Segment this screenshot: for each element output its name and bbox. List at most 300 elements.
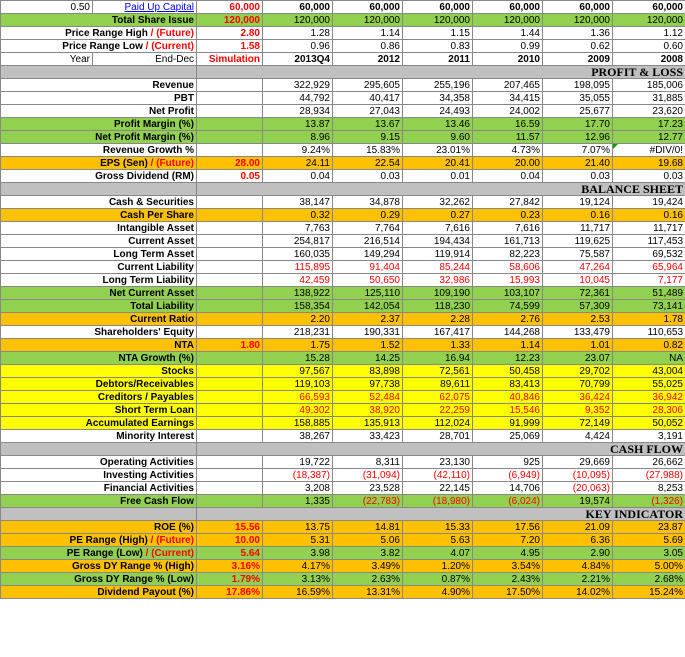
- simulation-value: [197, 352, 263, 365]
- value-cell: 20.41: [403, 157, 473, 170]
- value-cell: 0.83: [403, 40, 473, 53]
- value-cell: 10,045: [543, 274, 613, 287]
- value-cell: 11,717: [613, 222, 685, 235]
- value-cell: 65,964: [613, 261, 685, 274]
- value-cell: 5.06: [333, 534, 403, 547]
- simulation-value: [197, 287, 263, 300]
- value-cell: 8,253: [613, 482, 685, 495]
- bs-row: [1, 274, 685, 287]
- value-cell: 69,532: [613, 248, 685, 261]
- value-cell: 3,191: [613, 430, 685, 443]
- row-label-text: PE Range (Low): [66, 547, 146, 559]
- value-cell: (6,949): [473, 469, 543, 482]
- value-cell: 9.60: [403, 131, 473, 144]
- paid-up-year-value: 60,000: [473, 1, 543, 14]
- cell-a1: 0.50: [1, 1, 93, 14]
- row-label: Net Profit: [1, 105, 197, 118]
- value-cell: 24,002: [473, 105, 543, 118]
- row-label: Minority Interest: [1, 430, 197, 443]
- simulation-value: [197, 417, 263, 430]
- cf-row: [1, 495, 685, 508]
- year-column-header: 2012: [333, 53, 403, 66]
- value-cell: 194,434: [403, 235, 473, 248]
- balance-sheet-heading: BALANCE SHEET: [197, 183, 685, 196]
- value-cell: 24.11: [263, 157, 333, 170]
- end-dec-header: End-Dec: [93, 53, 197, 66]
- value-cell: 115,895: [263, 261, 333, 274]
- ki-row: [1, 560, 685, 573]
- value-cell: 72,149: [543, 417, 613, 430]
- value-cell: 138,922: [263, 287, 333, 300]
- value-cell: (31,094): [333, 469, 403, 482]
- value-cell: 4.17%: [263, 560, 333, 573]
- simulation-value: 1.79%: [197, 573, 263, 586]
- value-cell: 25,069: [473, 430, 543, 443]
- row-label: NTA: [1, 339, 197, 352]
- value-cell: 120,000: [543, 14, 613, 27]
- year-column-header: 2013Q4: [263, 53, 333, 66]
- value-cell: 2.20: [263, 313, 333, 326]
- simulation-value: 28.00: [197, 157, 263, 170]
- value-cell: 185,006: [613, 79, 685, 92]
- row-label: PBT: [1, 92, 197, 105]
- value-cell: 110,653: [613, 326, 685, 339]
- value-cell: 51,489: [613, 287, 685, 300]
- value-cell: 3.98: [263, 547, 333, 560]
- value-cell: 14.81: [333, 521, 403, 534]
- simulation-value: [197, 79, 263, 92]
- value-cell: 38,147: [263, 196, 333, 209]
- value-cell: (18,980): [403, 495, 473, 508]
- value-cell: 14,706: [473, 482, 543, 495]
- simulation-value: 1.58: [197, 40, 263, 53]
- value-cell: 4.90%: [403, 586, 473, 599]
- value-cell: 13.75: [263, 521, 333, 534]
- value-cell: 72,361: [543, 287, 613, 300]
- value-cell: 55,025: [613, 378, 685, 391]
- value-cell: 0.60: [613, 40, 685, 53]
- value-cell: 2.43%: [473, 573, 543, 586]
- ki-row: [1, 547, 685, 560]
- row-label: Profit Margin (%): [1, 118, 197, 131]
- value-cell: (27,988): [613, 469, 685, 482]
- value-cell: 38,920: [333, 404, 403, 417]
- value-cell: (18,387): [263, 469, 333, 482]
- value-cell: 15.83%: [333, 144, 403, 157]
- value-cell: 89,611: [403, 378, 473, 391]
- value-cell: 7,616: [473, 222, 543, 235]
- year-header: Year: [1, 53, 93, 66]
- value-cell: 34,878: [333, 196, 403, 209]
- value-cell: 32,986: [403, 274, 473, 287]
- simulation-value: 1.80: [197, 339, 263, 352]
- row-label-suffix: / (Future): [150, 534, 194, 546]
- value-cell: 255,196: [403, 79, 473, 92]
- row-label: Free Cash Flow: [1, 495, 197, 508]
- ki-row: [1, 534, 685, 547]
- value-cell: 12.96: [543, 131, 613, 144]
- value-cell: 74,599: [473, 300, 543, 313]
- row-label: Gross DY Range % (Low): [1, 573, 197, 586]
- rows_top-row: [1, 40, 685, 53]
- simulation-value: [197, 248, 263, 261]
- value-cell: 23,620: [613, 105, 685, 118]
- value-cell: 4,424: [543, 430, 613, 443]
- bs-row: [1, 196, 685, 209]
- value-cell: #DIV/0!: [613, 144, 685, 157]
- value-cell: 3.13%: [263, 573, 333, 586]
- year-column-header: 2011: [403, 53, 473, 66]
- value-cell: 97,567: [263, 365, 333, 378]
- value-cell: 8.96: [263, 131, 333, 144]
- row-label: Debtors/Receivables: [1, 378, 197, 391]
- value-cell: 0.16: [543, 209, 613, 222]
- simulation-value: [197, 235, 263, 248]
- value-cell: 16.94: [403, 352, 473, 365]
- value-cell: (42,110): [403, 469, 473, 482]
- section-spacer: [1, 508, 197, 521]
- simulation-value: 17.86%: [197, 586, 263, 599]
- year-header-row: [1, 53, 685, 66]
- value-cell: 3.49%: [333, 560, 403, 573]
- value-cell: 83,413: [473, 378, 543, 391]
- simulation-value: 3.16%: [197, 560, 263, 573]
- value-cell: 27,842: [473, 196, 543, 209]
- section-spacer: [1, 443, 197, 456]
- value-cell: 16.59%: [263, 586, 333, 599]
- value-cell: 119,103: [263, 378, 333, 391]
- value-cell: 8,311: [333, 456, 403, 469]
- paid-up-year-value: 60,000: [333, 1, 403, 14]
- value-cell: 119,914: [403, 248, 473, 261]
- value-cell: 15.33: [403, 521, 473, 534]
- bs-row: [1, 417, 685, 430]
- profit-loss-heading-row: [1, 66, 685, 79]
- value-cell: (10,095): [543, 469, 613, 482]
- value-cell: 15,546: [473, 404, 543, 417]
- simulation-value: [197, 391, 263, 404]
- row-label: [1, 534, 197, 547]
- value-cell: 73,141: [613, 300, 685, 313]
- simulation-value: 15.56: [197, 521, 263, 534]
- row-label: Short Term Loan: [1, 404, 197, 417]
- row-label: [1, 547, 197, 560]
- simulation-value: [197, 495, 263, 508]
- row-label: Total Share Issue: [1, 14, 197, 27]
- value-cell: 14.02%: [543, 586, 613, 599]
- row-label: [1, 27, 197, 40]
- row-label: NTA Growth (%): [1, 352, 197, 365]
- value-cell: 0.29: [333, 209, 403, 222]
- simulation-value: [197, 196, 263, 209]
- value-cell: 120,000: [473, 14, 543, 27]
- value-cell: 15.28: [263, 352, 333, 365]
- row-label: Current Liability: [1, 261, 197, 274]
- bs-row: [1, 430, 685, 443]
- row-label: Gross Dividend (RM): [1, 170, 197, 183]
- simulation-header: Simulation: [197, 53, 263, 66]
- simulation-value: [197, 365, 263, 378]
- value-cell: 23.07: [543, 352, 613, 365]
- bs-row: [1, 339, 685, 352]
- simulation-value: [197, 118, 263, 131]
- bs-row: [1, 248, 685, 261]
- value-cell: 16.59: [473, 118, 543, 131]
- value-cell: 117,453: [613, 235, 685, 248]
- paid-up-year-value: 60,000: [543, 1, 613, 14]
- value-cell: 120,000: [403, 14, 473, 27]
- value-cell: 144,268: [473, 326, 543, 339]
- row-label: Long Term Asset: [1, 248, 197, 261]
- bs-row: [1, 209, 685, 222]
- value-cell: 40,846: [473, 391, 543, 404]
- value-cell: 23,130: [403, 456, 473, 469]
- paid-up-row: [1, 1, 685, 14]
- value-cell: 1.20%: [403, 560, 473, 573]
- value-cell: 36,424: [543, 391, 613, 404]
- value-cell: 23,528: [333, 482, 403, 495]
- bs-row: [1, 365, 685, 378]
- value-cell: 34,358: [403, 92, 473, 105]
- value-cell: 207,465: [473, 79, 543, 92]
- value-cell: 0.04: [473, 170, 543, 183]
- simulation-value: [197, 105, 263, 118]
- value-cell: 0.03: [543, 170, 613, 183]
- simulation-value: [197, 469, 263, 482]
- value-cell: 160,035: [263, 248, 333, 261]
- value-cell: 0.62: [543, 40, 613, 53]
- value-cell: 0.27: [403, 209, 473, 222]
- value-cell: 34,415: [473, 92, 543, 105]
- value-cell: 6.36: [543, 534, 613, 547]
- pl-row: [1, 131, 685, 144]
- pl-row: [1, 105, 685, 118]
- paid-up-capital-link[interactable]: Paid Up Capital: [93, 1, 197, 14]
- value-cell: 0.01: [403, 170, 473, 183]
- row-label-text: Price Range High: [65, 27, 151, 39]
- value-cell: 2.21%: [543, 573, 613, 586]
- value-cell: 2.37: [333, 313, 403, 326]
- value-cell: 13.46: [403, 118, 473, 131]
- value-cell: 82,223: [473, 248, 543, 261]
- pl-row: [1, 92, 685, 105]
- ki-row: [1, 586, 685, 599]
- value-cell: 1.75: [263, 339, 333, 352]
- value-cell: 97,738: [333, 378, 403, 391]
- value-cell: 66,593: [263, 391, 333, 404]
- value-cell: 12.23: [473, 352, 543, 365]
- value-cell: 133,479: [543, 326, 613, 339]
- value-cell: 23.01%: [403, 144, 473, 157]
- value-cell: 1.44: [473, 27, 543, 40]
- value-cell: 2.63%: [333, 573, 403, 586]
- value-cell: 29,669: [543, 456, 613, 469]
- row-label-text: PE Range (High): [69, 534, 151, 546]
- value-cell: 125,110: [333, 287, 403, 300]
- simulation-value: 2.80: [197, 27, 263, 40]
- value-cell: 118,230: [403, 300, 473, 313]
- row-label: [1, 40, 197, 53]
- value-cell: 0.82: [613, 339, 685, 352]
- key-indicator-heading-row: [1, 508, 685, 521]
- value-cell: 119,625: [543, 235, 613, 248]
- bs-row: [1, 391, 685, 404]
- value-cell: (1,326): [613, 495, 685, 508]
- value-cell: 9.24%: [263, 144, 333, 157]
- row-label: Investing Activities: [1, 469, 197, 482]
- value-cell: 7,177: [613, 274, 685, 287]
- value-cell: 13.67: [333, 118, 403, 131]
- row-label: Financial Activities: [1, 482, 197, 495]
- simulation-value: [197, 131, 263, 144]
- value-cell: 19,722: [263, 456, 333, 469]
- value-cell: 4.84%: [543, 560, 613, 573]
- simulation-value: [197, 274, 263, 287]
- value-cell: 7,616: [403, 222, 473, 235]
- value-cell: 7.07%: [543, 144, 613, 157]
- value-cell: 50,052: [613, 417, 685, 430]
- value-cell: 0.86: [333, 40, 403, 53]
- row-label: Net Profit Margin (%): [1, 131, 197, 144]
- row-label: Revenue: [1, 79, 197, 92]
- value-cell: 1.15: [403, 27, 473, 40]
- value-cell: 15,993: [473, 274, 543, 287]
- value-cell: 35,055: [543, 92, 613, 105]
- value-cell: 103,107: [473, 287, 543, 300]
- row-label: Accumulated Earnings: [1, 417, 197, 430]
- value-cell: 38,267: [263, 430, 333, 443]
- value-cell: 2.53: [543, 313, 613, 326]
- value-cell: 109,190: [403, 287, 473, 300]
- value-cell: 21.40: [543, 157, 613, 170]
- section-spacer: [1, 183, 197, 196]
- value-cell: 14.25: [333, 352, 403, 365]
- value-cell: 47,264: [543, 261, 613, 274]
- row-label: Stocks: [1, 365, 197, 378]
- value-cell: 161,713: [473, 235, 543, 248]
- value-cell: 22,145: [403, 482, 473, 495]
- value-cell: 190,331: [333, 326, 403, 339]
- value-cell: 9,352: [543, 404, 613, 417]
- row-label-suffix: / (Future): [150, 157, 194, 169]
- row-label: [1, 157, 197, 170]
- bs-row: [1, 352, 685, 365]
- value-cell: 158,885: [263, 417, 333, 430]
- value-cell: 44,792: [263, 92, 333, 105]
- pl-row: [1, 170, 685, 183]
- value-cell: 17.23: [613, 118, 685, 131]
- value-cell: 28,934: [263, 105, 333, 118]
- value-cell: 22.54: [333, 157, 403, 170]
- value-cell: 198,095: [543, 79, 613, 92]
- value-cell: 36,942: [613, 391, 685, 404]
- simulation-value: [197, 404, 263, 417]
- value-cell: 0.16: [613, 209, 685, 222]
- key-indicator-heading: KEY INDICATOR: [197, 508, 685, 521]
- simulation-value: [197, 222, 263, 235]
- simulation-value: [197, 326, 263, 339]
- row-label-suffix: / (Future): [150, 27, 194, 39]
- simulation-value: 0.05: [197, 170, 263, 183]
- value-cell: 28,701: [403, 430, 473, 443]
- value-cell: 11,717: [543, 222, 613, 235]
- value-cell: 23.87: [613, 521, 685, 534]
- ki-row: [1, 573, 685, 586]
- cash-flow-heading: CASH FLOW: [197, 443, 685, 456]
- value-cell: 57,309: [543, 300, 613, 313]
- value-cell: 42,459: [263, 274, 333, 287]
- pl-row: [1, 79, 685, 92]
- value-cell: 0.96: [263, 40, 333, 53]
- row-label: ROE (%): [1, 521, 197, 534]
- value-cell: 24,493: [403, 105, 473, 118]
- rows_top-row: [1, 14, 685, 27]
- value-cell: 19,574: [543, 495, 613, 508]
- value-cell: 2.76: [473, 313, 543, 326]
- cf-row: [1, 456, 685, 469]
- bs-row: [1, 300, 685, 313]
- simulation-value: [197, 456, 263, 469]
- value-cell: 120,000: [263, 14, 333, 27]
- simulation-value: [197, 313, 263, 326]
- pl-row: [1, 118, 685, 131]
- simulation-value: [197, 300, 263, 313]
- value-cell: 4.95: [473, 547, 543, 560]
- value-cell: 11.57: [473, 131, 543, 144]
- row-label: Net Current Asset: [1, 287, 197, 300]
- value-cell: 1.01: [543, 339, 613, 352]
- value-cell: 50,458: [473, 365, 543, 378]
- value-cell: 5.00%: [613, 560, 685, 573]
- value-cell: 120,000: [333, 14, 403, 27]
- value-cell: 52,484: [333, 391, 403, 404]
- row-label: Operating Activities: [1, 456, 197, 469]
- pl-row: [1, 157, 685, 170]
- year-column-header: 2010: [473, 53, 543, 66]
- value-cell: (22,783): [333, 495, 403, 508]
- value-cell: 29,702: [543, 365, 613, 378]
- value-cell: 31,885: [613, 92, 685, 105]
- simulation-value: 10.00: [197, 534, 263, 547]
- value-cell: 254,817: [263, 235, 333, 248]
- value-cell: 7,764: [333, 222, 403, 235]
- row-label: Gross DY Range % (High): [1, 560, 197, 573]
- value-cell: 2.68%: [613, 573, 685, 586]
- value-cell: 1.28: [263, 27, 333, 40]
- value-cell: 58,606: [473, 261, 543, 274]
- value-cell: 32,262: [403, 196, 473, 209]
- value-cell: 83,898: [333, 365, 403, 378]
- value-cell: 0.03: [613, 170, 685, 183]
- value-cell: 2.28: [403, 313, 473, 326]
- row-label: Long Term Liability: [1, 274, 197, 287]
- value-cell: 15.24%: [613, 586, 685, 599]
- ki-row: [1, 521, 685, 534]
- row-label: Total Liability: [1, 300, 197, 313]
- value-cell: 1.52: [333, 339, 403, 352]
- profit-loss-heading: PROFIT & LOSS: [197, 66, 685, 79]
- bs-row: [1, 404, 685, 417]
- value-cell: 91,404: [333, 261, 403, 274]
- value-cell: NA: [613, 352, 685, 365]
- row-label: Dividend Payout (%): [1, 586, 197, 599]
- value-cell: 9.15: [333, 131, 403, 144]
- paid-up-year-value: 60,000: [263, 1, 333, 14]
- value-cell: 4.73%: [473, 144, 543, 157]
- value-cell: 3.05: [613, 547, 685, 560]
- bs-row: [1, 313, 685, 326]
- value-cell: 4.07: [403, 547, 473, 560]
